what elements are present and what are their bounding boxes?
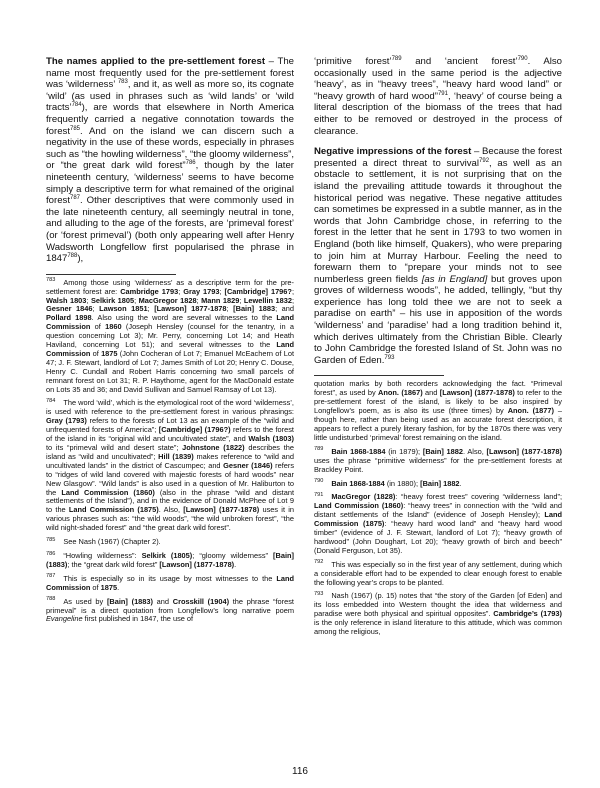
footnote-reference: 784 xyxy=(71,102,82,109)
bold-citation: Bain 1868-1884 xyxy=(331,446,386,456)
left-column xyxy=(46,56,294,629)
bold-citation: Mann 1829 xyxy=(201,295,240,305)
footnote-reference: 790 xyxy=(517,55,528,62)
footnote: $^{788}$ As used by [Bain] (1883) and Crosskill (1904) the phrase “forest primeval” is a direct quotation from Longfellow’s long narrative poem Evangeline first published in 1847, the use of xyxy=(46,596,294,624)
footnote: $^{792}$ This was especially so in the first year of any settlement, during which a considerable effort had to be expended to clear enough forest to enable the following year’s crops to be planted. xyxy=(314,559,562,587)
bold-citation: Anon. (1877) xyxy=(507,406,554,416)
footnote-number: 792 xyxy=(314,559,324,566)
footnote-reference: 791 xyxy=(437,90,448,97)
bold-citation: 1875 xyxy=(100,582,118,592)
bold-citation: [Bain] 1882 xyxy=(422,446,463,456)
footnote: $^{785}$ See Nash (1967) (Chapter 2). xyxy=(46,536,161,547)
bold-citation: Anon. (1867) xyxy=(378,388,423,398)
footnote-reference: 785 xyxy=(70,125,81,132)
footnote: $^{793}$ Nash (1967) (p. 15) notes that “the story of the Garden [of Eden] and its loss embedded into Western thought the idea that wilderness and paradise were both physical and spiritual opposites”. Cambridge’s (1793) is the only reference in island literature to this attitude, which was common among the religious, xyxy=(314,591,562,637)
footnote-reference: 792 xyxy=(479,157,490,164)
bold-citation: [Lawson] (1877-1878) xyxy=(159,559,235,569)
footnote-number: 785 xyxy=(46,536,56,543)
footnote-separator xyxy=(46,274,176,275)
footnote-reference: 787 xyxy=(70,194,81,201)
footnote: $^{786}$ “Howling wilderness”: Selkirk (1805); “gloomy wilderness” [Bain] (1883); the “great dark wild forest” [Lawson] (1877-1878). xyxy=(46,550,294,569)
bold-citation: Land Commission (1875) xyxy=(68,505,159,515)
bold-citation: [Bain] (1883) xyxy=(46,550,294,569)
footnote: $^{790}$ Bain 1868-1884 (in 1880); [Bain] 1882. xyxy=(314,478,462,488)
bold-citation: [Lawson] 1877-1878 xyxy=(154,304,227,314)
footnote-number: 784 xyxy=(46,398,56,404)
footnote: $^{791}$ MacGregor (1828): “heavy forest trees” covering “wilderness land”; Land Commission (1860): “heavy trees” in connection with the “wild and distant settlements of the Island” (evidence of Joseph Hensley); Land Commission (1875): “heavy hard wood land” and “heavy hard wood timber” (evidence of J. F. Stewart, landlord of Lot 7); “heavy growth of hardwood” (John Doughart, Lot 20); “heavy growth of birch and beech” (Donald Ferguson, Lot 35). xyxy=(314,491,562,555)
bold-citation: Gesner 1846 xyxy=(46,304,93,314)
right-column xyxy=(314,56,562,642)
bold-citation: Land Commission (1860) xyxy=(314,501,404,511)
footnote: $^{784}$ The word ‘wild’, which is the etymological root of the word ‘wilderness’, is used with reference to the pre-settlement forest in various phrasings: Gray (1793) refers to the forests of Lot 13 as an example of the “wild and unfrequented forests of America”; [Cambridge] (1796?) refers to the forest of the island in its “original wild and uncultivated state”, and Walsh (1803) to its “primeval wild and desert state”; Johnstone (1822) describes the island as “wild and uncultivated”; Hill (1839) makes reference to “wild and uncultivated lands” in the district of Cascumpec; and Gesner (1846) refers to “ridges of wild land covered with majestic forests of hard woods” near New Glasgow”. “Wild lands” is also used in a question of Mr. Haliburton to the Land Commission (1860) (also in the phrase “wild and distant settlements of the Island”), and in the evidence of Donald McPhee of Lot 9 to the Land Commission (1875). Also, [Lawson] (1877-1878) uses it in various phrases such as: “the wild woods”, “the wild unbroken forest”, “the wild night-shaded forest” and “the great dark wild forest”. xyxy=(46,398,295,533)
section-heading: Negative impressions of the forest xyxy=(314,146,472,158)
footnote-number: 789 xyxy=(314,446,324,453)
bold-citation: [Lawson] (1877-1878) xyxy=(439,388,515,398)
bold-citation: 1875 xyxy=(101,348,118,358)
bold-citation: Land Commission xyxy=(46,340,294,358)
bold-citation: Land Commission xyxy=(46,573,294,592)
footnote-number: 790 xyxy=(314,478,324,485)
bold-citation: Bain 1868-1884 xyxy=(331,478,385,488)
bold-citation: [Lawson] (1877-1878) xyxy=(486,446,562,456)
bold-citation: Crosskill (1904) xyxy=(172,596,230,606)
section-heading: The names applied to the pre-settlement forest xyxy=(46,56,266,67)
bold-citation: Selkirk (1805) xyxy=(141,550,193,560)
bold-citation: Lawson 1851 xyxy=(99,304,148,314)
bold-citation: [Bain] 1883 xyxy=(233,304,276,314)
bold-citation: Johnstone (1822) xyxy=(182,443,245,452)
footnote-reference: 789 xyxy=(391,55,402,62)
bold-citation: Gray (1793) xyxy=(46,416,87,426)
bold-citation: Cambridge 1793 xyxy=(120,286,179,296)
bold-citation: [Lawson] (1877-1878) xyxy=(183,505,260,515)
bold-citation: Hill (1839) xyxy=(158,451,194,461)
bold-citation: [Bain] (1883) xyxy=(106,596,153,606)
footnote-reference: 783 xyxy=(117,79,128,85)
footnote-separator xyxy=(314,375,444,376)
page-number: 116 xyxy=(292,766,308,777)
bold-citation: MacGregor (1828) xyxy=(331,492,396,502)
bold-citation: [Cambridge] 1796? xyxy=(224,286,292,296)
footnote-number: 788 xyxy=(46,596,56,603)
bold-citation: [Cambridge] (1796?) xyxy=(158,425,231,435)
bold-citation: Land Commission xyxy=(46,313,295,332)
bold-citation: Gray 1793 xyxy=(183,286,220,296)
bold-citation: Selkirk 1805 xyxy=(90,295,135,305)
bold-citation: 1860 xyxy=(105,322,122,332)
bold-citation: Land Commission (1875) xyxy=(314,510,562,529)
footnotes-left xyxy=(46,279,294,625)
footnote-reference: 786 xyxy=(185,160,196,167)
bold-citation: Gesner (1846) xyxy=(223,460,273,470)
footnote-reference: 788 xyxy=(67,252,78,259)
footnote-number: 783 xyxy=(46,277,56,284)
body-paragraph: The names applied to the pre-settlement forest – The name most frequently used for the pre-settlement forest was ‘wilderness’ $^{783}$, and it, as well as more so, its cognate ‘wild’ (as used in phrases such as ‘wild lands’ or ‘wild tracts’$^{784}$), are words that elsewhere in North America frequently carried a negative connotation towards the forest$^{785}$. And on the island we can discern such a negativity in the use of these words, especially in phrases such as “the howling wilderness”, “the gloomy wilderness”, or “the great dark wild forest”$^{786}$, though by the later nineteenth century, ‘wilderness’ seems to have become simply a descriptive term for what remained of the original forest$^{787}$. Other descriptives that were commonly used in the late nineteenth century, all seemingly neutral in tone, and alluding to the age of the forests, are ‘primeval forest’ (or ‘forest primeval’) (both only appearing well after Henry Wadsworth Longfellow first popularised the phrase in 1847$^{788}$), xyxy=(46,56,294,265)
footnote: $^{783}$ Among those using ‘wilderness’ as a descriptive term for the pre-settlement forest are: Cambridge 1793; Gray 1793; [Cambridge] 1796?; Walsh 1803; Selkirk 1805; MacGregor 1828; Mann 1829; Lewellin 1832; Gesner 1846; Lawson 1851; [Lawson] 1877-1878; [Bain] 1883; and Pollard 1898. Also using the word are several witnesses to the Land Commission of 1860 (Joseph Hensley (counsel for the tenantry, in a question concerning Lot 3); Mr. Perry, concerning Lot 14; and Heath Haviland, concerning Lot 51); and several witnesses to the Land Commission of 1875 (John Cocheran of Lot 7; Emanuel McEachern of Lot 47; J. F. Stewart, landlord of Lot 7; James Smith of Lot 20; Henry C. Douse, Henry C. Cundall and Robert Harris concerning two small parcels of remnant forest on Lot 31; R. P. Haythorne, agent for the MacDonald estate on Lots 35 and 36; and David Sullivan and Samuel Ramsay of Lot 13). xyxy=(46,277,295,394)
italic-text: [as in England] xyxy=(421,273,488,285)
body-paragraph: Negative impressions of the forest – Because the forest presented a direct threat to survival$^{792}$, as well as an obstacle to settlement, it is not surprising that on the island the prevailing attitude towards it throughout the historical period was negative. These negative attitudes can sometimes be expressed in a subtle manner, as in the words that John Cambridge chose, in referring to the forest in the letter that he sent in 1793 to two women in England (both like himself, Quakers), who were preparing to join him at Murray Harbour. Feeling the need to forewarn them to “prepare your minds not to see numberless green fields [as in England] but groves upon groves of wilderness woods”, he added, tellingly, “but thy experience has long told thee we are not to seek a paradise on earth” – his use in apposition of the words ‘wilderness’ and ‘paradise’ had a long tradition behind it, which derives ultimately from the Christian Bible. Clearly to John Cambridge the forested Island of St. John was no Garden of Eden.$^{793}$ xyxy=(314,146,562,366)
bold-citation: Pollard 1898 xyxy=(46,313,92,323)
body-paragraph: ‘primitive forest’$^{789}$ and ‘ancient forest’$^{790}$. Also occasionally used in the same period is the adjective ‘heavy’, as in “heavy trees”, “heavy hard wood land” or “heavy growth of hard wood”$^{791}$, ‘heavy’ of course being a literal description of the biomass of the trees that had either to be removed or destroyed in the process of clearance. xyxy=(314,55,563,137)
footnote: $^{787}$ This is especially so in its usage by most witnesses to the Land Commission of 1875. xyxy=(46,573,294,592)
footnote-reference: 793 xyxy=(384,354,395,361)
footnotes-right xyxy=(314,448,562,637)
footnote-number: 787 xyxy=(46,573,56,580)
bold-citation: [Bain] 1882 xyxy=(420,478,460,488)
bold-citation: Land Commission (1860) xyxy=(61,487,155,497)
footnote-number: 793 xyxy=(314,591,324,597)
footnote: $^{789}$ Bain 1868-1884 (in 1879); [Bain] 1882. Also, [Lawson] (1877-1878) uses the phrase “primitive wilderness” for the pre-settlement forests at Brackley Point. xyxy=(314,446,562,474)
bold-citation: Walsh (1803) xyxy=(248,434,294,444)
footnote-number: 786 xyxy=(46,550,56,557)
bold-citation: Cambridge’s (1793) xyxy=(493,609,562,619)
bold-citation: Walsh 1803 xyxy=(46,295,87,305)
bold-citation: Lewellin 1832 xyxy=(243,295,292,305)
footnote-continuation: quotation marks by both recorders acknowledging the fact. “Primeval forest”, as used by Anon. (1867) and [Lawson] (1877-1878) to refer to the pre-settlement forest of the island, is likely to be also inspired by Longfellow’s poem, as is also its use (three times) by Anon. (1877) – though here, rather than being used as an accurate forest description, it appears to reflect a purely literary fashion, for by the 1870s there was very little undisturbed ‘primeval’ forest remaining on the island. xyxy=(314,379,563,442)
italic-text: Evangeline xyxy=(46,614,83,624)
footnote-number: 791 xyxy=(314,491,324,498)
bold-citation: MacGregor 1828 xyxy=(138,295,197,305)
